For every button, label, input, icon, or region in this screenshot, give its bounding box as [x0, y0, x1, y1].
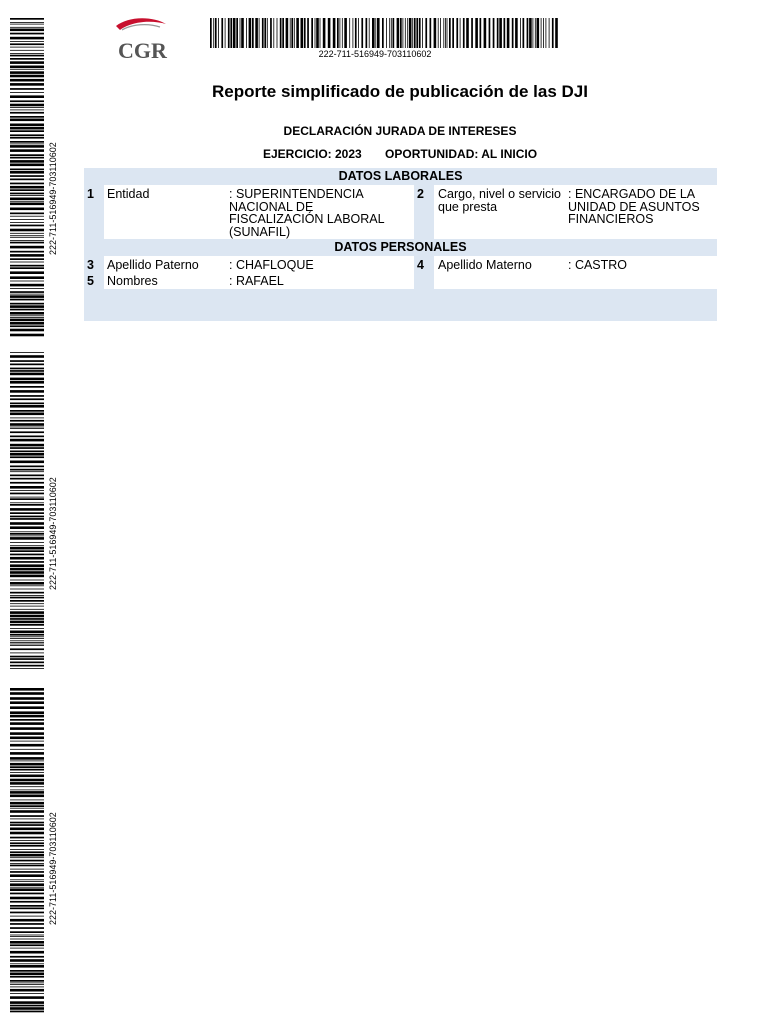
- section-heading-personales: DATOS PERSONALES: [84, 239, 717, 256]
- oportunidad-text: OPORTUNIDAD: AL INICIO: [385, 147, 538, 161]
- item-label-apellido-paterno: Apellido Paterno: [107, 258, 199, 272]
- item-value-cargo: : ENCARGADO DE LA UNIDAD DE ASUNTOS FINANCIEROS: [568, 187, 700, 226]
- declaration-table: [84, 168, 717, 321]
- item-label-apellido-materno: Apellido Materno: [438, 258, 532, 272]
- row-personales-2: [84, 272, 717, 289]
- item-value-apellido-paterno: : CHAFLOQUE: [229, 258, 314, 272]
- item-value-apellido-materno: : CASTRO: [568, 258, 628, 272]
- side-barcode-3: [10, 688, 44, 1014]
- item-value-entidad: : SUPERINTENDENCIA NACIONAL DE FISCALIZACIÓN LABORAL (SUNAFIL): [229, 187, 385, 239]
- item-number: 3: [87, 258, 94, 272]
- page-title: Reporte simplificado de publicación de las DJI: [212, 82, 588, 101]
- document-type: DECLARACIÓN JURADA DE INTERESES: [283, 124, 517, 138]
- item-value-nombres: : RAFAEL: [229, 274, 284, 288]
- item-label-cargo: Cargo, nivel o servicio que presta: [438, 187, 561, 214]
- top-barcode: [210, 18, 558, 48]
- section-heading-laborales: DATOS LABORALES: [84, 168, 717, 185]
- item-label-entidad: Entidad: [107, 187, 150, 201]
- cgr-logo: [108, 16, 178, 64]
- item-number: 1: [87, 187, 94, 201]
- side-barcode-code-3: 222-711-516949-703110602: [48, 812, 58, 925]
- exercise-line: [0, 147, 768, 161]
- ejercicio-text: EJERCICIO: 2023: [262, 147, 362, 161]
- item-number: 2: [417, 187, 424, 201]
- row-laborales: [84, 185, 717, 239]
- side-barcode-code-1: 222-711-516949-703110602: [48, 142, 58, 255]
- side-barcode-1: [10, 18, 44, 338]
- side-barcode-2: [10, 352, 44, 672]
- logo-text: CGR: [118, 38, 167, 63]
- table-bottom-band: [84, 289, 717, 321]
- item-number: 4: [417, 258, 424, 272]
- row-personales-1: [84, 256, 717, 272]
- item-number: 5: [87, 274, 94, 288]
- top-barcode-code: 222-711-516949-703110602: [318, 49, 432, 59]
- item-label-nombres: Nombres: [107, 274, 158, 288]
- side-barcode-code-2: 222-711-516949-703110602: [48, 477, 58, 590]
